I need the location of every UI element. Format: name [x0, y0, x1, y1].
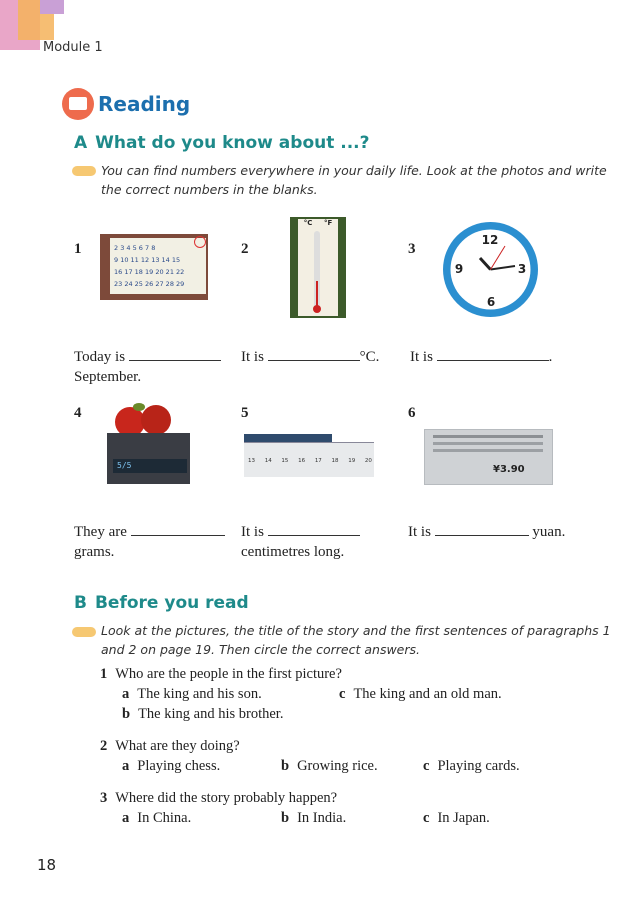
book-icon [62, 88, 94, 120]
scale-display: 5/5 [113, 459, 187, 473]
fahrenheit-label: °F [323, 219, 333, 227]
item-6-text: It is yuan. [408, 524, 566, 540]
item-number: 6 [408, 405, 416, 421]
section-b-heading: Before you read [94, 593, 249, 613]
svg-text:3: 3 [517, 262, 527, 276]
circle-mark-icon [194, 236, 206, 248]
clock-face-icon [443, 222, 538, 317]
thermometer-photo [290, 217, 346, 318]
section-a-letter: A [74, 133, 88, 153]
calendar-row: 16 17 18 19 20 21 22 [114, 268, 185, 276]
item-4-text: They are grams. [74, 522, 240, 562]
option[interactable]: c Playing cards. [423, 758, 520, 774]
apples-scale-photo [107, 403, 190, 484]
calendar-row: 9 10 11 12 13 14 15 [114, 256, 181, 264]
item-number: 4 [74, 405, 82, 421]
item-number: 5 [241, 405, 249, 421]
option[interactable]: c In Japan. [423, 810, 490, 826]
answer-blank[interactable] [435, 523, 529, 536]
item-number: 2 [241, 241, 249, 257]
section-b-instruction: Look at the pictures, the title of the story and the first sentences of paragraphs 1 and 2 on page 19. Then circle the correct answers. [101, 623, 611, 657]
question-1: 1 Who are the people in the first picture? [100, 666, 342, 682]
module-label: Module 1 [43, 40, 103, 55]
ruler-photo: 13 14 15 16 17 18 19 20 [244, 434, 374, 482]
section-a-instruction: You can find numbers everywhere in your daily life. Look at the photos and write the correct numbers in the blanks. [101, 163, 607, 197]
answer-blank[interactable] [268, 348, 360, 361]
answer-blank[interactable] [268, 523, 360, 536]
price-tag-photo [424, 429, 553, 485]
instruction-marker [72, 166, 96, 176]
item-3-text: It is . [410, 349, 553, 365]
section-b-title [74, 593, 249, 613]
item-2-text: It is °C. [241, 349, 380, 365]
reading-heading [62, 88, 190, 120]
question-3: 3 Where did the story probably happen? [100, 790, 338, 806]
option[interactable]: a The king and his son. [122, 686, 262, 702]
svg-text:12: 12 [481, 233, 499, 247]
calendar-row: 23 24 25 26 27 28 29 [114, 280, 185, 288]
corner-decoration [40, 0, 64, 14]
item-5-text: It is centimetres long. [241, 522, 411, 562]
calendar-photo [100, 234, 208, 300]
svg-text:6: 6 [486, 295, 496, 309]
option[interactable]: b Growing rice. [281, 758, 378, 774]
answer-blank[interactable] [129, 348, 221, 361]
price-label: ¥3.90 [493, 464, 525, 475]
option[interactable]: b The king and his brother. [122, 706, 284, 722]
answer-blank[interactable] [131, 523, 225, 536]
section-title: Reading [98, 92, 191, 116]
option[interactable]: c The king and an old man. [339, 686, 502, 702]
clock-photo [443, 222, 538, 317]
page-number: 18 [37, 856, 57, 874]
celsius-label: °C [303, 219, 313, 227]
calendar-row: 2 3 4 5 6 7 8 [114, 244, 156, 252]
item-1-text: Today is September. [74, 347, 234, 387]
section-a-heading: What do you know about ...? [95, 133, 370, 153]
answer-blank[interactable] [437, 348, 549, 361]
svg-text:9: 9 [454, 262, 464, 276]
question-2: 2 What are they doing? [100, 738, 240, 754]
section-a-title [74, 133, 370, 153]
option[interactable]: a In China. [122, 810, 192, 826]
section-b-letter: B [74, 593, 87, 613]
option[interactable]: a Playing chess. [122, 758, 221, 774]
item-number: 3 [408, 241, 416, 257]
item-number: 1 [74, 241, 82, 257]
instruction-marker [72, 627, 96, 637]
option[interactable]: b In India. [281, 810, 347, 826]
